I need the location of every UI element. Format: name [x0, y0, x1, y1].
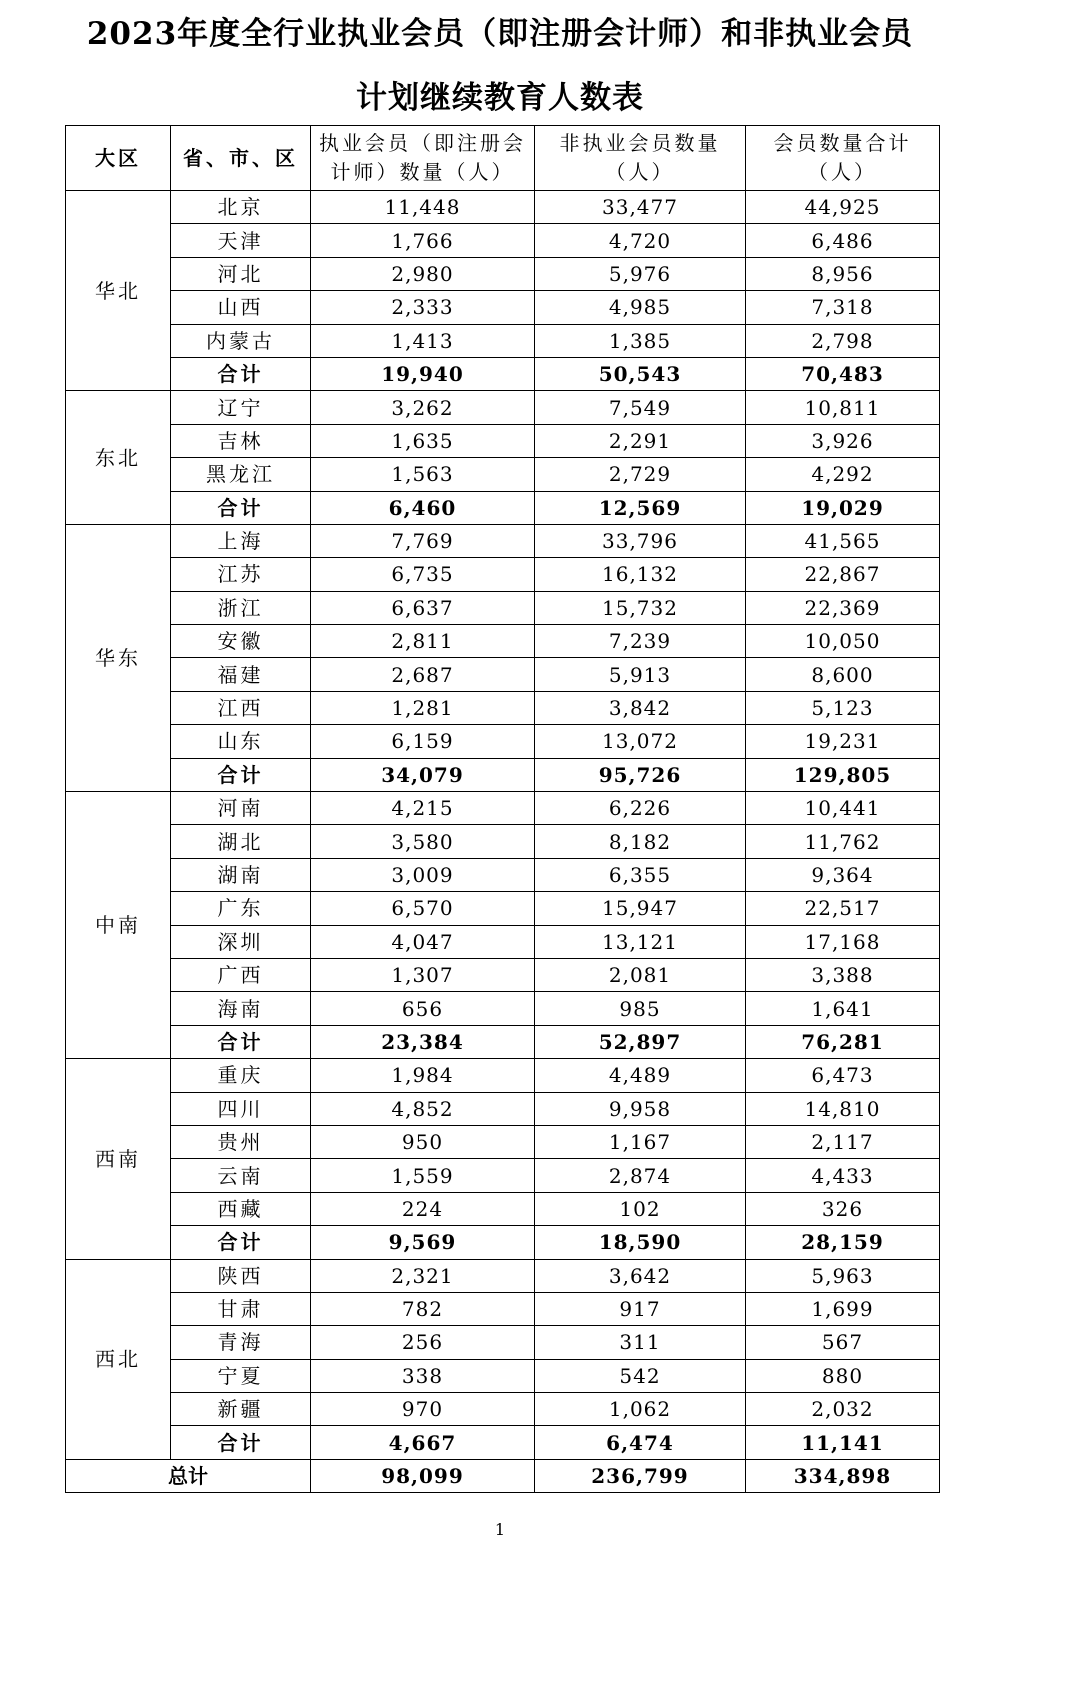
province-cell: 贵州: [171, 1125, 311, 1158]
non-practicing-count: 6,355: [535, 858, 746, 891]
header-non-practicing: [535, 126, 746, 191]
subtotal-row: [66, 1226, 940, 1259]
subtotal-row: [66, 357, 940, 390]
practicing-count: 7,769: [311, 524, 535, 557]
province-cell: 西藏: [171, 1192, 311, 1225]
total-count: 10,441: [746, 792, 940, 825]
table-body: [66, 191, 940, 1493]
non-practicing-count: 7,239: [535, 625, 746, 658]
header-total-line2: （人）: [808, 160, 877, 184]
non-practicing-count: 2,081: [535, 958, 746, 991]
non-practicing-count: 33,477: [535, 191, 746, 224]
practicing-count: 256: [311, 1326, 535, 1359]
table-row: [66, 1259, 940, 1292]
practicing-count: 782: [311, 1292, 535, 1325]
header-total-line1: 会员数量合计: [773, 131, 912, 155]
region-cell: 华东: [66, 524, 171, 791]
non-practicing-count: 5,913: [535, 658, 746, 691]
total-count: 567: [746, 1326, 940, 1359]
non-practicing-count: 16,132: [535, 558, 746, 591]
grand-total-total: 334,898: [746, 1459, 940, 1492]
region-cell: 中南: [66, 792, 171, 1059]
total-count: 22,369: [746, 591, 940, 624]
grand-total-practicing: 98,099: [311, 1459, 535, 1492]
page-title: 2023年度全行业执业会员（即注册会计师）和非执业会员: [86, 16, 914, 52]
table-row: [66, 591, 940, 624]
total-count: 8,956: [746, 257, 940, 290]
table-row: [66, 524, 940, 557]
total-count: 8,600: [746, 658, 940, 691]
practicing-count: 338: [311, 1359, 535, 1392]
total-count: 19,231: [746, 725, 940, 758]
province-cell: 重庆: [171, 1059, 311, 1092]
province-cell: 宁夏: [171, 1359, 311, 1392]
subtotal-label: 合计: [171, 1426, 311, 1459]
total-count: 2,798: [746, 324, 940, 357]
province-cell: 北京: [171, 191, 311, 224]
practicing-count: 11,448: [311, 191, 535, 224]
total-count: 6,486: [746, 224, 940, 257]
province-cell: 内蒙古: [171, 324, 311, 357]
header-non-practicing-line1: 非执业会员数量: [559, 131, 721, 155]
total-count: 2,117: [746, 1125, 940, 1158]
table-row: [66, 725, 940, 758]
subtotal-total: 70,483: [746, 357, 940, 390]
table-row: [66, 825, 940, 858]
subtotal-non-practicing: 12,569: [535, 491, 746, 524]
province-cell: 吉林: [171, 424, 311, 457]
province-cell: 湖北: [171, 825, 311, 858]
subtotal-label: 合计: [171, 1226, 311, 1259]
practicing-count: 3,009: [311, 858, 535, 891]
non-practicing-count: 542: [535, 1359, 746, 1392]
table-row: [66, 625, 940, 658]
table-row: [66, 1292, 940, 1325]
practicing-count: 1,413: [311, 324, 535, 357]
subtotal-practicing: 34,079: [311, 758, 535, 791]
total-count: 3,388: [746, 958, 940, 991]
total-count: 1,699: [746, 1292, 940, 1325]
subtotal-row: [66, 491, 940, 524]
non-practicing-count: 917: [535, 1292, 746, 1325]
subtotal-non-practicing: 6,474: [535, 1426, 746, 1459]
total-count: 17,168: [746, 925, 940, 958]
non-practicing-count: 9,958: [535, 1092, 746, 1125]
practicing-count: 1,559: [311, 1159, 535, 1192]
page-subtitle: 计划继续教育人数表: [356, 80, 644, 116]
table-row: [66, 858, 940, 891]
table-row: [66, 257, 940, 290]
table-row: [66, 925, 940, 958]
subtotal-practicing: 23,384: [311, 1025, 535, 1058]
non-practicing-count: 4,489: [535, 1059, 746, 1092]
province-cell: 海南: [171, 992, 311, 1025]
total-count: 10,811: [746, 391, 940, 424]
subtotal-label: 合计: [171, 1025, 311, 1058]
practicing-count: 2,980: [311, 257, 535, 290]
non-practicing-count: 311: [535, 1326, 746, 1359]
non-practicing-count: 1,062: [535, 1393, 746, 1426]
grand-total-non-practicing: 236,799: [535, 1459, 746, 1492]
practicing-count: 2,687: [311, 658, 535, 691]
table-row: [66, 324, 940, 357]
header-practicing-line1: 执业会员（即注册会: [319, 131, 526, 155]
region-cell: 华北: [66, 191, 171, 391]
non-practicing-count: 2,291: [535, 424, 746, 457]
non-practicing-count: 2,729: [535, 458, 746, 491]
province-cell: 天津: [171, 224, 311, 257]
province-cell: 新疆: [171, 1393, 311, 1426]
practicing-count: 970: [311, 1393, 535, 1426]
non-practicing-count: 4,985: [535, 291, 746, 324]
non-practicing-count: 1,167: [535, 1125, 746, 1158]
practicing-count: 224: [311, 1192, 535, 1225]
table-row: [66, 1359, 940, 1392]
practicing-count: 1,766: [311, 224, 535, 257]
table-header-row: [66, 126, 940, 191]
non-practicing-count: 102: [535, 1192, 746, 1225]
table-row: [66, 1326, 940, 1359]
header-non-practicing-line2: （人）: [605, 160, 675, 184]
table-row: [66, 1059, 940, 1092]
total-count: 6,473: [746, 1059, 940, 1092]
region-cell: 西北: [66, 1259, 171, 1459]
table-row: [66, 291, 940, 324]
practicing-count: 1,984: [311, 1059, 535, 1092]
province-cell: 山西: [171, 291, 311, 324]
header-region: 大区: [66, 126, 171, 191]
grand-total-label: 总计: [66, 1459, 311, 1492]
subtotal-practicing: 4,667: [311, 1426, 535, 1459]
practicing-count: 656: [311, 992, 535, 1025]
page-number: 1: [494, 1520, 506, 1539]
total-count: 22,867: [746, 558, 940, 591]
subtotal-practicing: 19,940: [311, 357, 535, 390]
subtotal-total: 28,159: [746, 1226, 940, 1259]
province-cell: 浙江: [171, 591, 311, 624]
non-practicing-count: 2,874: [535, 1159, 746, 1192]
total-count: 5,963: [746, 1259, 940, 1292]
header-practicing-line2: 计师）数量（人）: [330, 160, 515, 184]
practicing-count: 4,852: [311, 1092, 535, 1125]
province-cell: 江苏: [171, 558, 311, 591]
practicing-count: 2,321: [311, 1259, 535, 1292]
practicing-count: 1,563: [311, 458, 535, 491]
province-cell: 福建: [171, 658, 311, 691]
province-cell: 山东: [171, 725, 311, 758]
table-row: [66, 558, 940, 591]
subtotal-row: [66, 1025, 940, 1058]
subtotal-row: [66, 1426, 940, 1459]
practicing-count: 4,215: [311, 792, 535, 825]
practicing-count: 2,811: [311, 625, 535, 658]
province-cell: 河南: [171, 792, 311, 825]
table-row: [66, 1393, 940, 1426]
subtotal-row: [66, 758, 940, 791]
province-cell: 甘肃: [171, 1292, 311, 1325]
non-practicing-count: 6,226: [535, 792, 746, 825]
table-row: [66, 792, 940, 825]
region-cell: 西南: [66, 1059, 171, 1259]
total-count: 22,517: [746, 892, 940, 925]
province-cell: 安徽: [171, 625, 311, 658]
non-practicing-count: 985: [535, 992, 746, 1025]
total-count: 3,926: [746, 424, 940, 457]
province-cell: 四川: [171, 1092, 311, 1125]
province-cell: 江西: [171, 691, 311, 724]
total-count: 41,565: [746, 524, 940, 557]
table-row: [66, 424, 940, 457]
subtotal-non-practicing: 18,590: [535, 1226, 746, 1259]
province-cell: 黑龙江: [171, 458, 311, 491]
province-cell: 青海: [171, 1326, 311, 1359]
non-practicing-count: 3,642: [535, 1259, 746, 1292]
header-total: [746, 126, 940, 191]
practicing-count: 1,635: [311, 424, 535, 457]
non-practicing-count: 1,385: [535, 324, 746, 357]
non-practicing-count: 13,072: [535, 725, 746, 758]
province-cell: 广西: [171, 958, 311, 991]
practicing-count: 950: [311, 1125, 535, 1158]
table-row: [66, 1192, 940, 1225]
table-row: [66, 191, 940, 224]
table-row: [66, 691, 940, 724]
subtotal-total: 76,281: [746, 1025, 940, 1058]
non-practicing-count: 8,182: [535, 825, 746, 858]
non-practicing-count: 15,732: [535, 591, 746, 624]
practicing-count: 1,281: [311, 691, 535, 724]
non-practicing-count: 13,121: [535, 925, 746, 958]
total-count: 1,641: [746, 992, 940, 1025]
total-count: 326: [746, 1192, 940, 1225]
non-practicing-count: 4,720: [535, 224, 746, 257]
practicing-count: 4,047: [311, 925, 535, 958]
non-practicing-count: 33,796: [535, 524, 746, 557]
province-cell: 上海: [171, 524, 311, 557]
total-count: 5,123: [746, 691, 940, 724]
province-cell: 深圳: [171, 925, 311, 958]
total-count: 2,032: [746, 1393, 940, 1426]
non-practicing-count: 15,947: [535, 892, 746, 925]
table-row: [66, 1092, 940, 1125]
practicing-count: 6,735: [311, 558, 535, 591]
subtotal-practicing: 9,569: [311, 1226, 535, 1259]
practicing-count: 3,262: [311, 391, 535, 424]
subtotal-total: 19,029: [746, 491, 940, 524]
header-province: 省、市、区: [171, 126, 311, 191]
header-practicing: [311, 126, 535, 191]
table-row: [66, 224, 940, 257]
subtotal-total: 129,805: [746, 758, 940, 791]
practicing-count: 6,570: [311, 892, 535, 925]
total-count: 9,364: [746, 858, 940, 891]
grand-total-row: [66, 1459, 940, 1492]
province-cell: 河北: [171, 257, 311, 290]
region-cell: 东北: [66, 391, 171, 525]
member-count-table: [65, 125, 940, 1493]
province-cell: 湖南: [171, 858, 311, 891]
province-cell: 陕西: [171, 1259, 311, 1292]
subtotal-practicing: 6,460: [311, 491, 535, 524]
province-cell: 云南: [171, 1159, 311, 1192]
practicing-count: 1,307: [311, 958, 535, 991]
table-row: [66, 458, 940, 491]
total-count: 10,050: [746, 625, 940, 658]
table-row: [66, 992, 940, 1025]
subtotal-label: 合计: [171, 491, 311, 524]
practicing-count: 6,159: [311, 725, 535, 758]
total-count: 7,318: [746, 291, 940, 324]
total-count: 4,292: [746, 458, 940, 491]
province-cell: 广东: [171, 892, 311, 925]
subtotal-total: 11,141: [746, 1426, 940, 1459]
table-row: [66, 1159, 940, 1192]
total-count: 14,810: [746, 1092, 940, 1125]
practicing-count: 3,580: [311, 825, 535, 858]
non-practicing-count: 3,842: [535, 691, 746, 724]
subtotal-non-practicing: 95,726: [535, 758, 746, 791]
subtotal-label: 合计: [171, 758, 311, 791]
total-count: 44,925: [746, 191, 940, 224]
subtotal-non-practicing: 52,897: [535, 1025, 746, 1058]
table-row: [66, 1125, 940, 1158]
total-count: 11,762: [746, 825, 940, 858]
table-row: [66, 958, 940, 991]
table-row: [66, 892, 940, 925]
practicing-count: 2,333: [311, 291, 535, 324]
subtotal-label: 合计: [171, 357, 311, 390]
table-row: [66, 658, 940, 691]
province-cell: 辽宁: [171, 391, 311, 424]
subtotal-non-practicing: 50,543: [535, 357, 746, 390]
non-practicing-count: 5,976: [535, 257, 746, 290]
practicing-count: 6,637: [311, 591, 535, 624]
total-count: 4,433: [746, 1159, 940, 1192]
table-row: [66, 391, 940, 424]
total-count: 880: [746, 1359, 940, 1392]
non-practicing-count: 7,549: [535, 391, 746, 424]
